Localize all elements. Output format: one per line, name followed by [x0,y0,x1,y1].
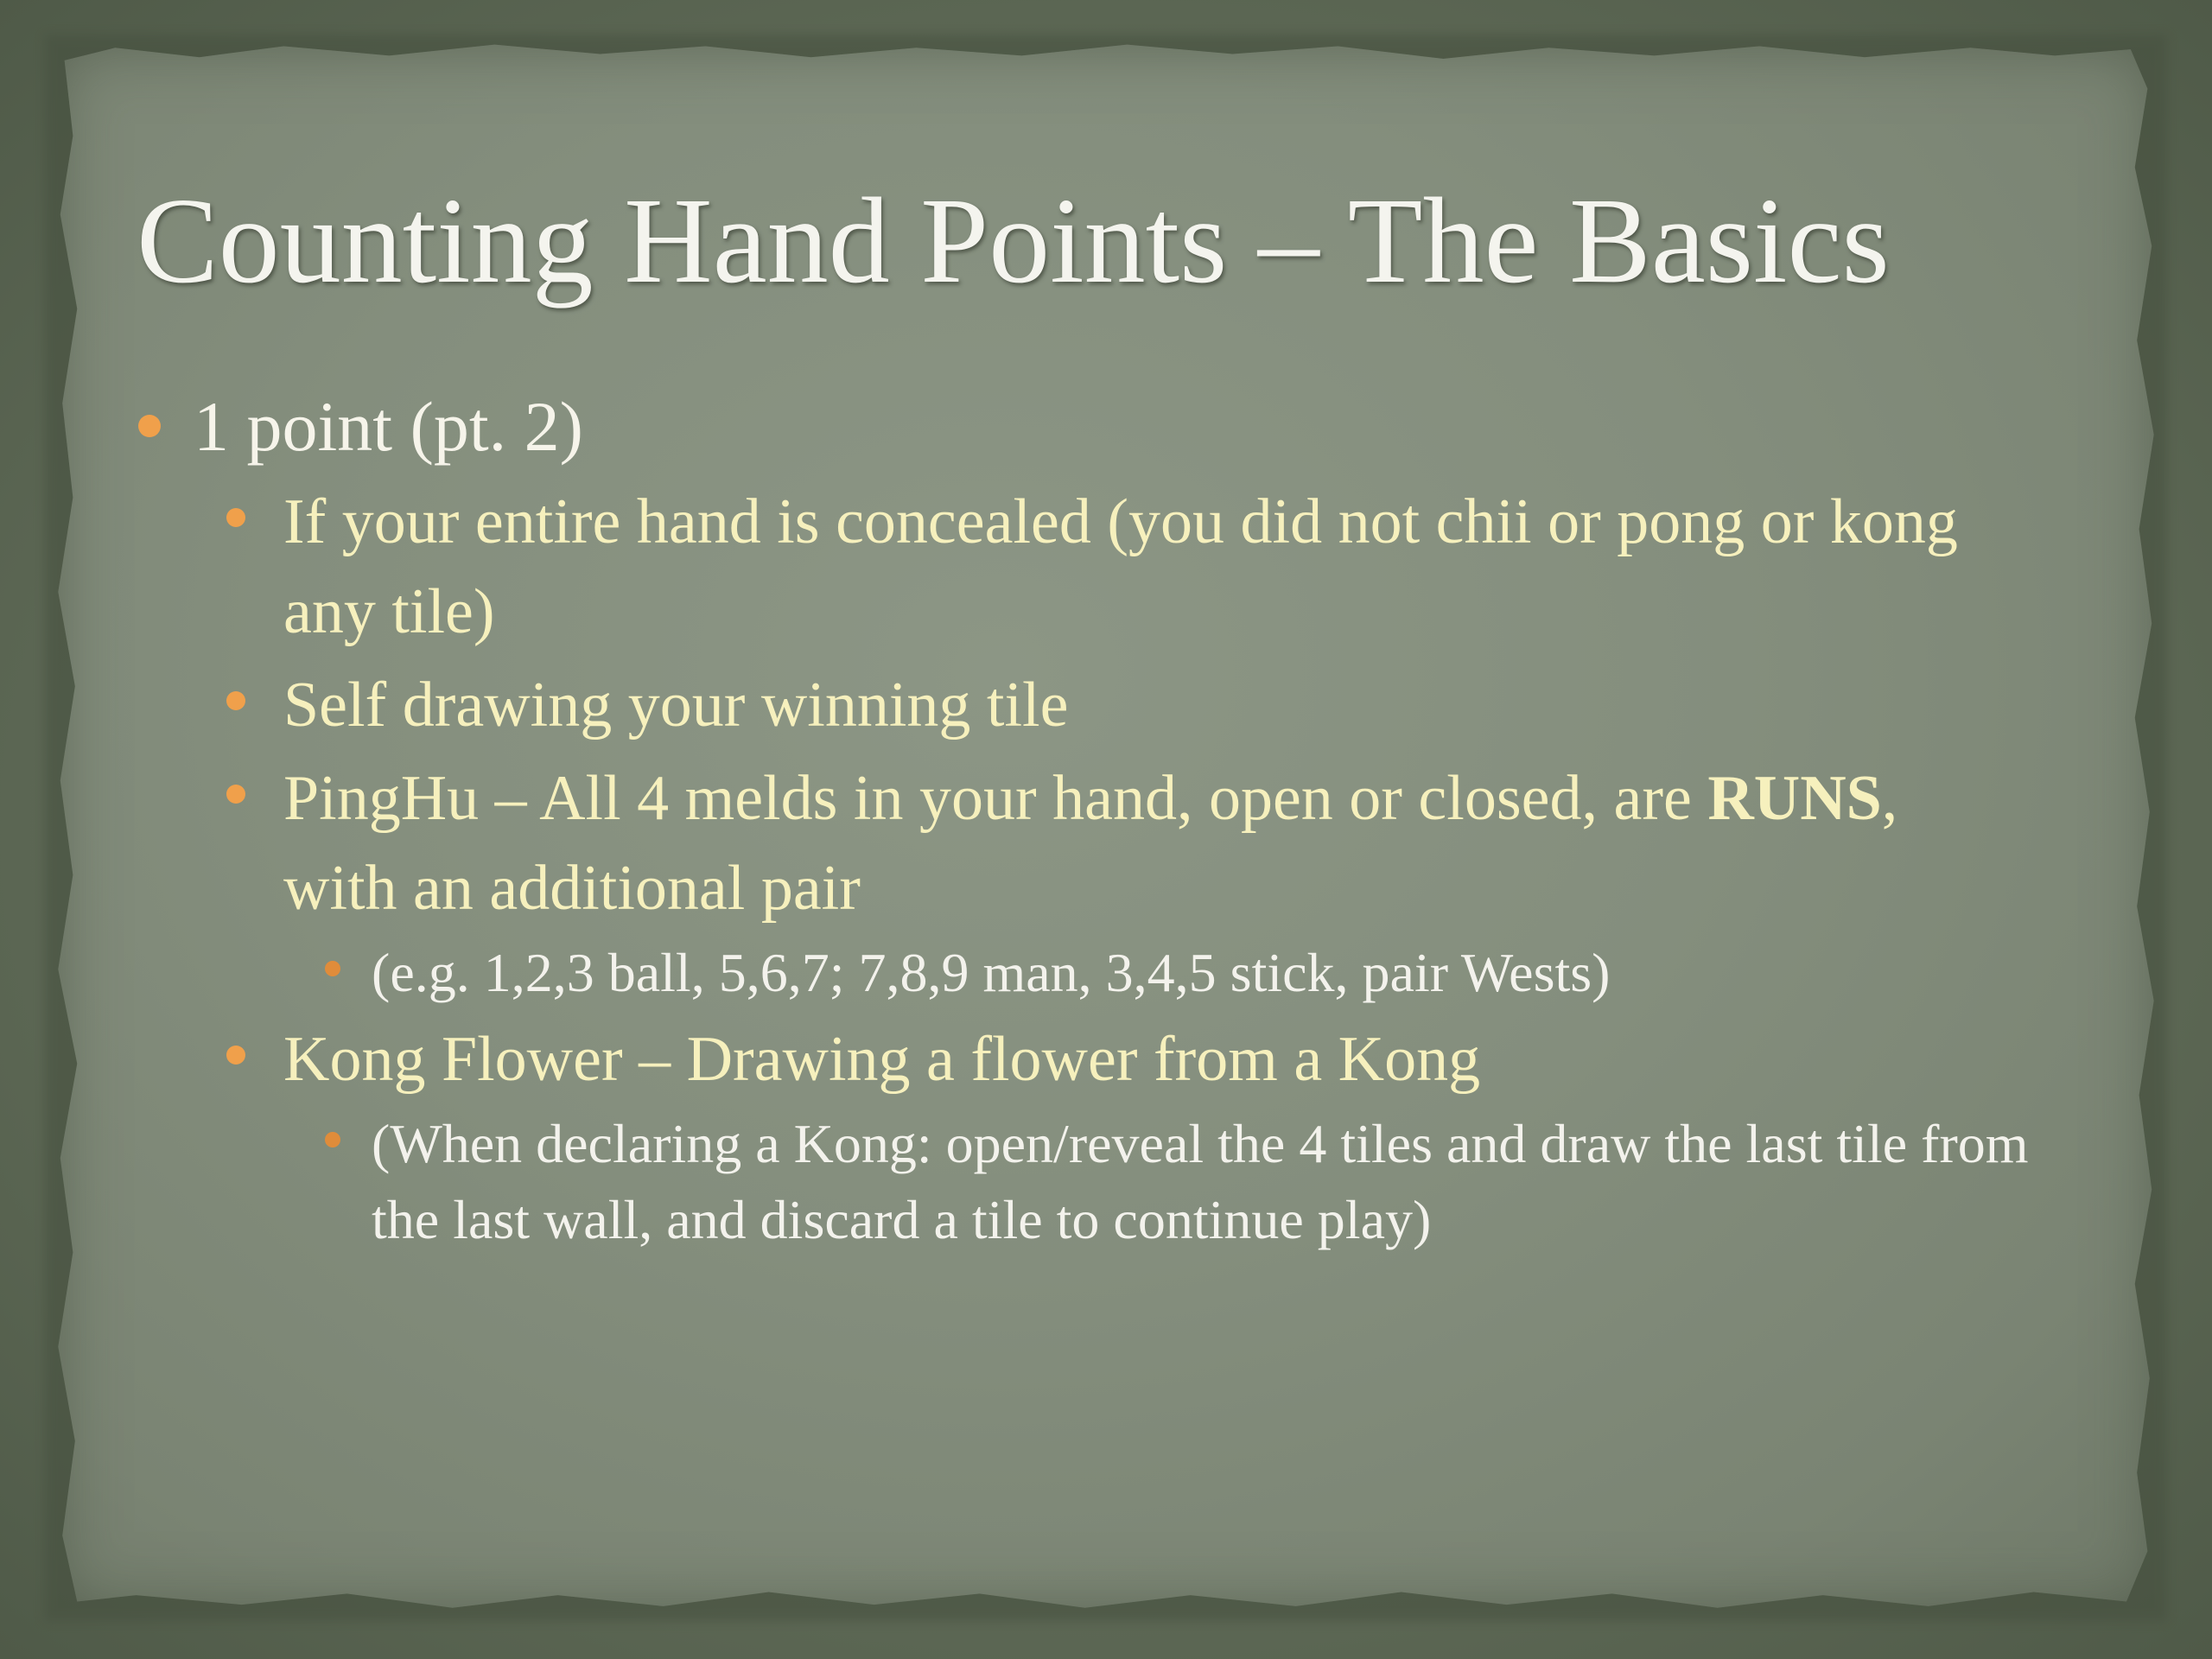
bullet-dot-icon [226,1046,245,1065]
bullet-dot-icon [325,961,340,976]
bullet-text: If your entire hand is concealed (you did not chii or pong or kong any tile) [283,486,1958,647]
bullet-dot-icon [226,508,245,527]
bullet-text-emphasis: RUNS [1707,763,1882,834]
bullet-self-drawing [226,660,2117,750]
bullet-text [283,753,2012,933]
bullet-pinghu-example [325,935,2117,1011]
bullet-text-part: PingHu – All 4 melds in your hand, open or closed, are [283,763,1708,834]
bullet-kong-declaring [325,1106,2117,1258]
bullet-text: (e.g. 1,2,3 ball, 5,6,7; 7,8,9 man, 3,4,5 stick, pair Wests) [372,942,1611,1003]
bullet-dot-icon [226,785,245,804]
slide-title: Counting Hand Points – The Basics [137,172,1890,308]
bullet-dot-icon [226,691,245,710]
bullet-text: 1 point (pt. 2) [194,387,583,466]
bullet-text: (When declaring a Kong: open/reveal the 4 tiles and draw the last tile from the last wall, and discard a tile to continue play) [372,1113,2029,1250]
bullet-text: Self drawing your winning tile [283,670,1069,741]
bullet-1-point [138,380,2117,474]
bullet-pinghu [226,753,2117,933]
bullet-kong-flower [226,1014,2117,1104]
bullet-dot-icon [325,1132,340,1147]
bullet-text-part: , with an additional pair [283,763,1898,924]
bullet-list [130,380,2117,1258]
bullet-text: Kong Flower – Drawing a flower from a Kong [283,1024,1481,1095]
bullet-concealed-hand [226,477,2117,657]
bullet-dot-icon [138,415,161,437]
